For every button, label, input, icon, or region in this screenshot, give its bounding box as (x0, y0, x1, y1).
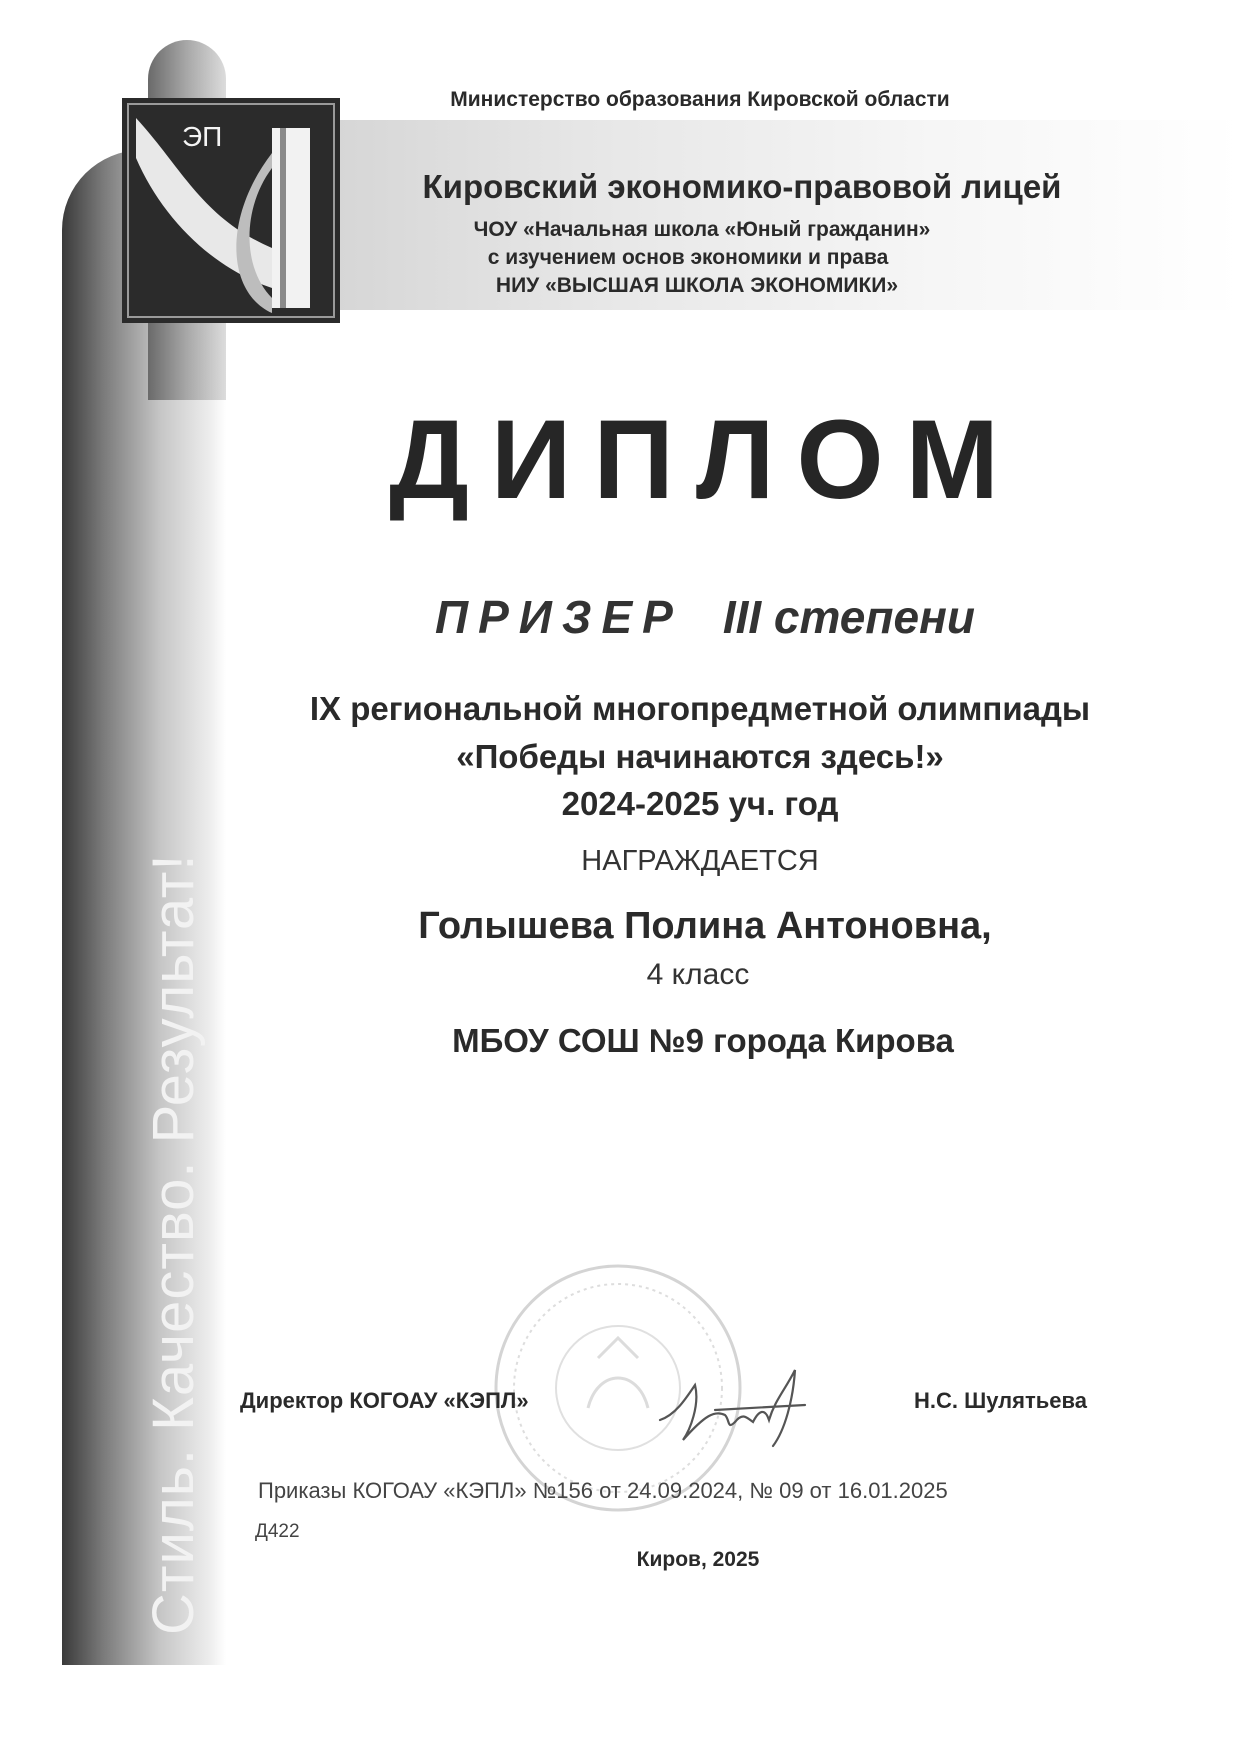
school-line-2: с изучением основ экономики и права (487, 246, 889, 269)
kepl-logo-icon (122, 98, 340, 323)
city-year: Киров, 2025 (636, 1548, 760, 1571)
olympiad-line-3: 2024-2025 уч. год (561, 785, 839, 822)
prize-degree: III степени (722, 591, 975, 643)
olympiad-line-1: IX региональной многопредметной олимпиады (309, 690, 1091, 727)
awarded-label: НАГРАЖДАЕТСЯ (581, 845, 819, 877)
ministry-name: Министерство образования Кировской области (450, 88, 950, 111)
director-name: Н.С. Шулятьева (914, 1388, 1087, 1413)
student-name: Голышева Полина Антоновна, (418, 905, 992, 947)
lyceum-name: Кировский экономико-правовой лицей (422, 168, 1062, 205)
director-title: Директор КОГОАУ «КЭПЛ» (240, 1388, 529, 1413)
diploma-title: ДИПЛОМ (389, 397, 1021, 522)
student-grade: 4 класс (646, 958, 750, 991)
school-line-1: ЧОУ «Начальная школа «Юный гражданин» (473, 218, 931, 241)
document-code: Д422 (255, 1521, 300, 1542)
vertical-slogan: Стиль. Качество. Результат! (141, 853, 206, 1635)
olympiad-line-2: «Победы начинаются здесь!» (456, 738, 944, 775)
orders-reference: Приказы КОГОАУ «КЭПЛ» №156 от 24.09.2024, № 09 от 16.01.2025 (258, 1478, 948, 1503)
student-school: МБОУ СОШ №9 города Кирова (452, 1022, 954, 1059)
school-line-3: НИУ «ВЫСШАЯ ШКОЛА ЭКОНОМИКИ» (495, 274, 899, 297)
prize-line (435, 590, 975, 644)
prize-word: ПРИЗЕР (435, 591, 683, 643)
signature-icon (655, 1360, 845, 1450)
logo-letters: ЭП (182, 121, 223, 152)
